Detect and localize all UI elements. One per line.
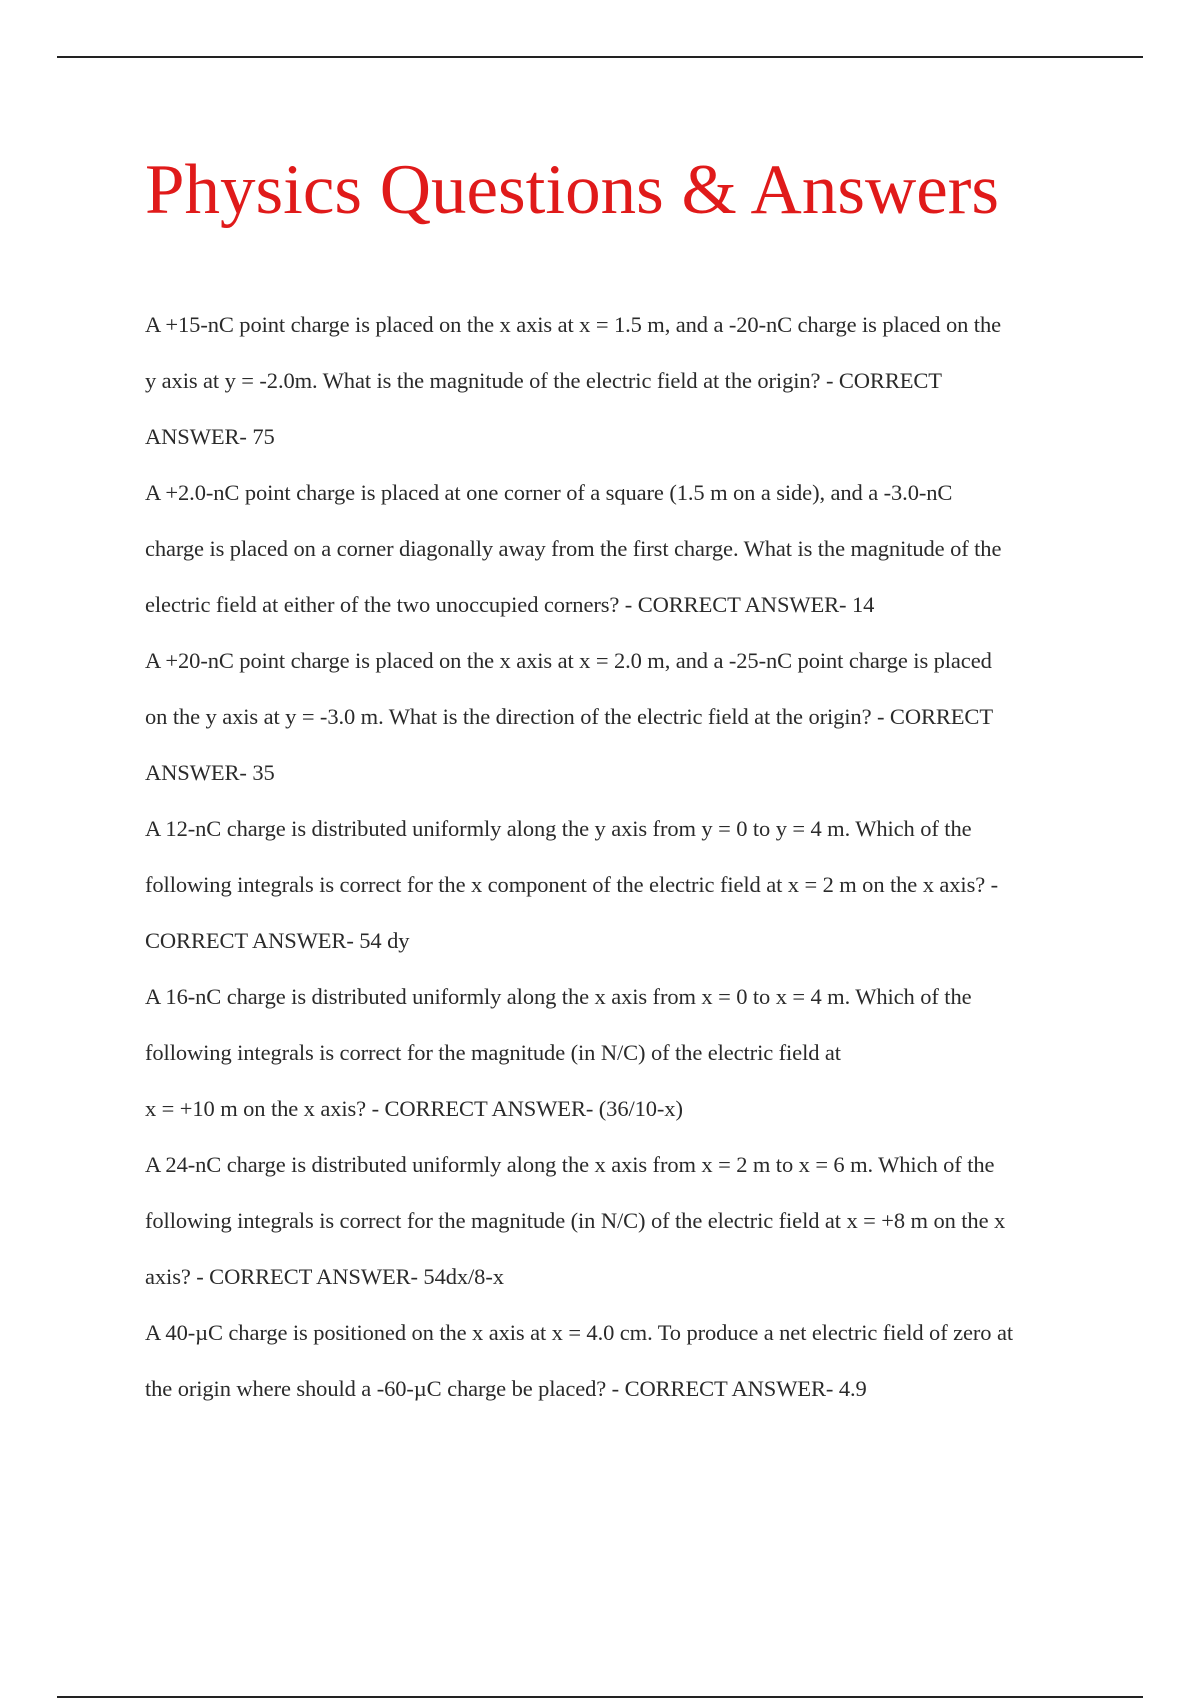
bottom-rule: [57, 1696, 1143, 1698]
top-rule: [57, 56, 1143, 58]
qa-item: [145, 1137, 1090, 1305]
qa-text-line: A 16-nC charge is distributed uniformly along the x axis from x = 0 to x = 4 m. Which of the: [145, 984, 972, 1009]
qa-item: [145, 969, 1090, 1137]
qa-item: [145, 297, 1090, 465]
qa-text-line: CORRECT ANSWER- 54 dy: [145, 928, 410, 953]
qa-item: [145, 801, 1090, 969]
qa-text-line: following integrals is correct for the magnitude (in N/C) of the electric field at: [145, 1040, 841, 1065]
qa-text-line: ANSWER- 75: [145, 424, 275, 449]
qa-item: [145, 1305, 1090, 1417]
qa-list: [145, 297, 1090, 1417]
qa-text-line: y axis at y = -2.0m. What is the magnitude of the electric field at the origin? - CORRECT: [145, 368, 942, 393]
qa-text-line: A +2.0-nC point charge is placed at one corner of a square (1.5 m on a side), and a -3.0-nC: [145, 480, 953, 505]
qa-text-line: ANSWER- 35: [145, 760, 275, 785]
qa-item: [145, 633, 1090, 801]
qa-text-line: A +20-nC point charge is placed on the x axis at x = 2.0 m, and a -25-nC point charge is placed: [145, 648, 992, 673]
qa-text-line: A 40-µC charge is positioned on the x axis at x = 4.0 cm. To produce a net electric field of zero at: [145, 1320, 1013, 1345]
qa-text-line: A +15-nC point charge is placed on the x axis at x = 1.5 m, and a -20-nC charge is placed on the: [145, 312, 1001, 337]
document-title: Physics Questions & Answers: [145, 151, 1000, 229]
qa-text-line: on the y axis at y = -3.0 m. What is the direction of the electric field at the origin? - CORRECT: [145, 704, 993, 729]
qa-text-line: the origin where should a -60-µC charge be placed? - CORRECT ANSWER- 4.9: [145, 1376, 867, 1401]
qa-text-line: A 24-nC charge is distributed uniformly along the x axis from x = 2 m to x = 6 m. Which of the: [145, 1152, 995, 1177]
qa-text-line: charge is placed on a corner diagonally away from the first charge. What is the magnitude of the: [145, 536, 1002, 561]
qa-text-line: A 12-nC charge is distributed uniformly along the y axis from y = 0 to y = 4 m. Which of the: [145, 816, 972, 841]
qa-text-line: electric field at either of the two unoccupied corners? - CORRECT ANSWER- 14: [145, 592, 875, 617]
qa-text-line: following integrals is correct for the magnitude (in N/C) of the electric field at x = +8 m on the x: [145, 1208, 1006, 1233]
qa-text-line: x = +10 m on the x axis? - CORRECT ANSWER- (36/10-x): [145, 1096, 683, 1121]
qa-text-line: axis? - CORRECT ANSWER- 54dx/8-x: [145, 1264, 504, 1289]
qa-text-line: following integrals is correct for the x component of the electric field at x = 2 m on the x axis? -: [145, 872, 999, 897]
qa-item: [145, 465, 1090, 633]
